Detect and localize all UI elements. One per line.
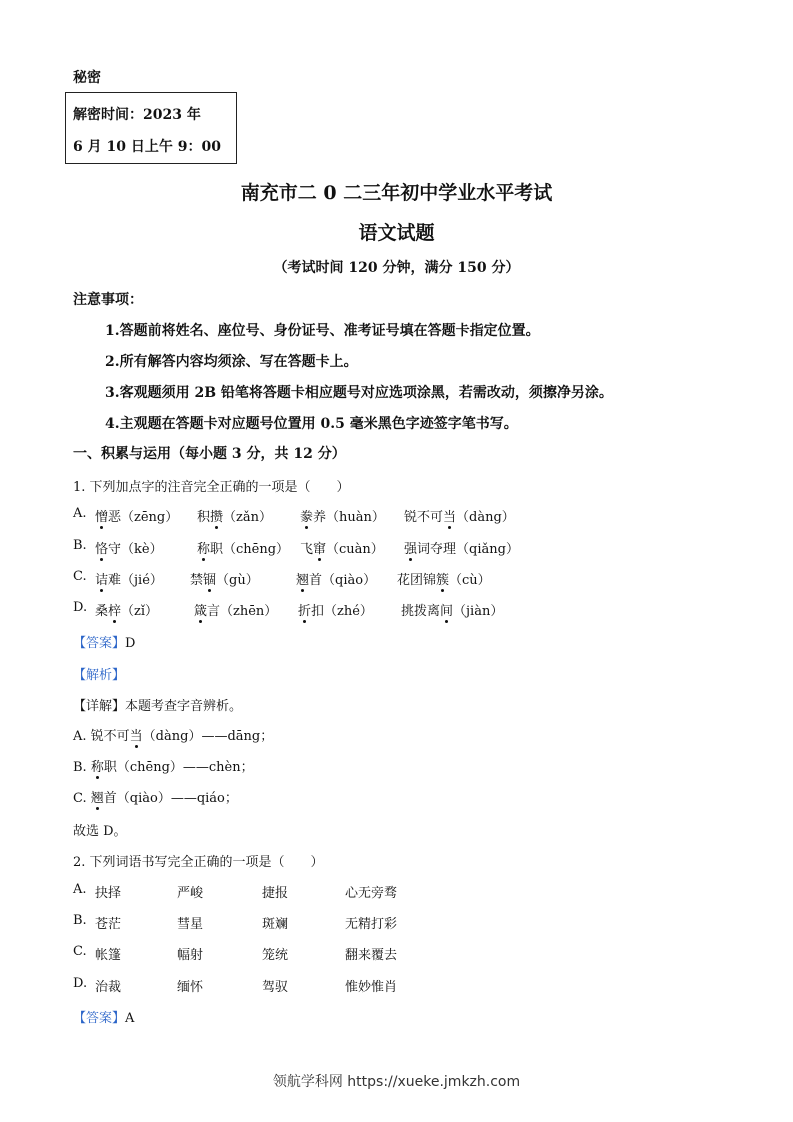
option-item: 锐不可当（dàng） — [404, 510, 515, 525]
notice-item: 4.主观题在答题卡对应题号位置用 0.5 毫米黑色字迹签字笔书写。 — [105, 416, 518, 432]
option-item: 翘首（qiào） — [296, 573, 377, 588]
notice-item: 2.所有解答内容均须涂、写在答题卡上。 — [105, 354, 358, 370]
secret-label: 秘密 — [73, 70, 101, 86]
option-item: 花团锦簇（cù） — [397, 573, 491, 588]
option-label: B. — [73, 538, 87, 553]
notice-item: 1.答题前将姓名、座位号、身份证号、准考证号填在答题卡指定位置。 — [105, 323, 540, 339]
exam-subtitle: 语文试题 — [358, 222, 435, 244]
explanation-line: A. 锐不可当（dàng）——dāng； — [73, 729, 274, 744]
exam-title: 南充市二 0 二三年初中学业水平考试 — [240, 182, 553, 204]
exam-time-info: （考试时间 120 分钟，满分 150 分） — [273, 260, 520, 276]
option-item: 苍茫 — [95, 917, 122, 932]
conclusion-line: 故选 D。 — [73, 824, 127, 839]
option-item: 憎恶（zēng） — [95, 510, 179, 525]
option-item: 笼统 — [262, 948, 289, 963]
option-item: 惟妙惟肖 — [345, 980, 398, 995]
option-item: 帐篷 — [95, 948, 122, 963]
option-item: 桑梓（zǐ） — [95, 604, 159, 619]
option-item: 斑斓 — [262, 917, 289, 932]
option-item: 箴言（zhēn） — [194, 604, 278, 619]
option-item: 强词夺理（qiǎng） — [404, 542, 519, 557]
explanation-line: C. 翘首（qiào）——qiáo； — [73, 791, 238, 806]
question-2-stem: 2. 下列词语书写完全正确的一项是（ ） — [73, 855, 324, 870]
option-item: 禁锢（gù） — [190, 573, 259, 588]
answer-line: 【答案】D — [73, 636, 136, 651]
option-item: 翻来覆去 — [345, 948, 398, 963]
option-label: D. — [73, 600, 88, 615]
option-label: C. — [73, 944, 87, 959]
footer-watermark: 领航学科网 https://xueke.jmkzh.com — [272, 1074, 521, 1090]
decrypt-time-line2: 6 月 10 日上午 9：00 — [73, 139, 221, 155]
section-heading: 一、积累与运用（每小题 3 分，共 12 分） — [73, 446, 346, 462]
option-item: 治裁 — [95, 980, 122, 995]
option-item: 心无旁骛 — [345, 886, 398, 901]
explanation-line: B. 称职（chēng）——chèn； — [73, 760, 254, 775]
notice-item: 3.客观题须用 2B 铅笔将答题卡相应题号对应选项涂黑，若需改动，须擦净另涂。 — [105, 385, 613, 401]
option-item: 积攒（zǎn） — [197, 510, 273, 525]
option-item: 豢养（huàn） — [300, 510, 385, 525]
option-label: D. — [73, 976, 88, 991]
option-item: 无精打彩 — [345, 917, 398, 932]
option-item: 严峻 — [177, 886, 204, 901]
option-item: 称职（chēng） — [197, 542, 290, 557]
option-item: 恪守（kè） — [95, 542, 163, 557]
analysis-tag: 【解析】 — [73, 668, 126, 683]
option-item: 幅射 — [177, 948, 204, 963]
option-item: 驾驭 — [262, 980, 289, 995]
option-item: 挑拨离间（jiàn） — [401, 604, 504, 619]
option-item: 缅怀 — [177, 980, 204, 995]
answer-line: 【答案】A — [73, 1011, 135, 1026]
detail-line: 【详解】本题考查字音辨析。 — [73, 699, 243, 714]
option-item: 捷报 — [262, 886, 289, 901]
option-item: 折扣（zhé） — [298, 604, 373, 619]
option-label: B. — [73, 913, 87, 928]
option-item: 彗星 — [177, 917, 204, 932]
decrypt-time-line1: 解密时间：2023 年 — [73, 107, 201, 123]
notice-heading: 注意事项： — [73, 292, 143, 308]
option-item: 飞窜（cuàn） — [300, 542, 384, 557]
question-1-stem: 1. 下列加点字的注音完全正确的一项是（ ） — [73, 480, 350, 495]
option-item: 抉择 — [95, 886, 122, 901]
option-item: 诘难（jié） — [95, 573, 163, 588]
option-label: A. — [73, 882, 87, 897]
option-label: A. — [73, 506, 87, 521]
option-label: C. — [73, 569, 87, 584]
